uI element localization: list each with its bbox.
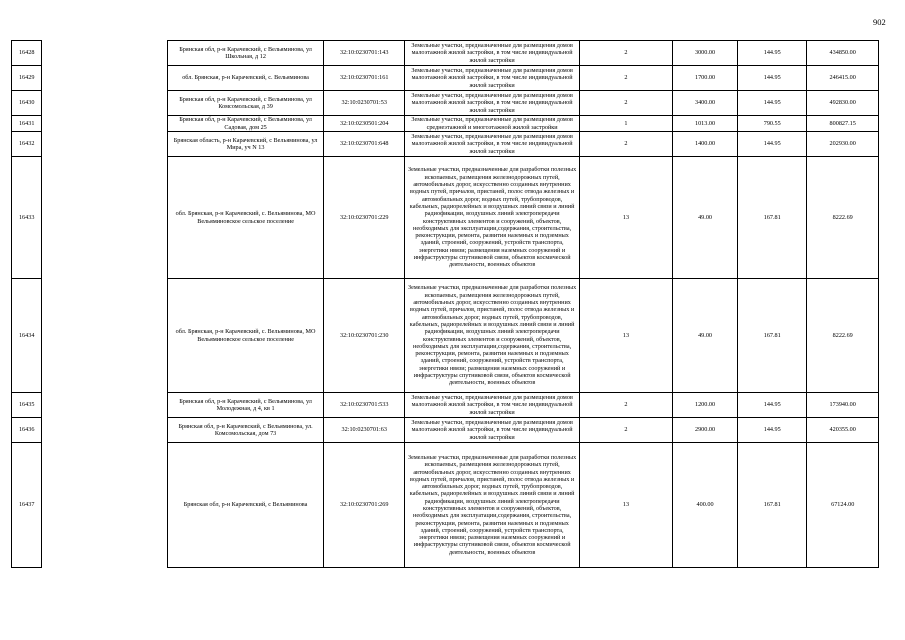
cadastral-value-cell: 420355.00 — [807, 418, 879, 443]
empty-cell — [42, 279, 168, 393]
table-row — [12, 116, 879, 132]
cadastral-number-cell: 32:10:0230701:161 — [324, 66, 405, 91]
row-number: 16436 — [12, 418, 42, 443]
empty-cell — [42, 91, 168, 116]
specific-value-cell: 144.95 — [738, 91, 807, 116]
table-row — [12, 393, 879, 418]
table-row — [12, 41, 879, 66]
area-cell: 3000.00 — [673, 41, 738, 66]
row-number: 16430 — [12, 91, 42, 116]
specific-value-cell: 167.81 — [738, 157, 807, 279]
row-number: 16434 — [12, 279, 42, 393]
table-row — [12, 132, 879, 157]
address-cell: Брянская обл, р-н Карачевский, с Вельяминова, ул Садовая, дом 25 — [168, 116, 324, 132]
row-number: 16431 — [12, 116, 42, 132]
group-number-cell: 13 — [579, 279, 672, 393]
cadastral-value-cell: 434850.00 — [807, 41, 879, 66]
land-purpose-cell: Земельные участки, предназначенные для разработки полезных ископаемых, размещения железнодорожных путей, автомобильных дорог, искусственно созданных внутренних водных путей, причалов, пристаней, полос отвода железных и автомобильных дорог, водных путей, трубопроводов, кабельных, радиорелейных и воздушных линий связи и линий радиофикации, воздушных линий электропередачи конструктивных элементов и сооружений, объектов, необходимых для эксплуатации,содержания, строительства, реконструкции, ремонта, развития наземных и подземных зданий, строений, сооружений, устройств транспорта, энергетики нвязи; размещения наземных сооружений и инфраструктуры спутниковой связи, объектов космической деятельности, военных объектов — [405, 279, 579, 393]
page-number: 902 — [873, 17, 886, 27]
empty-cell — [42, 41, 168, 66]
specific-value-cell: 144.95 — [738, 41, 807, 66]
land-purpose-cell: Земельные участки, предназначенные для размещения домов малоэтажной жилой застройки, в том числе индивидуальной жилой застройки — [405, 418, 579, 443]
table-row — [12, 279, 879, 393]
row-number: 16435 — [12, 393, 42, 418]
specific-value-cell: 144.95 — [738, 418, 807, 443]
land-purpose-cell: Земельные участки, предназначенные для размещения домов малоэтажной жилой застройки, в том числе индивидуальной жилой застройки — [405, 393, 579, 418]
cadastral-value-cell: 246415.00 — [807, 66, 879, 91]
area-cell: 1200.00 — [673, 393, 738, 418]
group-number-cell: 2 — [579, 418, 672, 443]
specific-value-cell: 167.81 — [738, 443, 807, 568]
land-purpose-cell: Земельные участки, предназначенные для размещения домов среднеэтажной и многоэтажной жилой застройки — [405, 116, 579, 132]
address-cell: Брянская обл, р-н Карачевский, с Вельяминова, ул. Комсомольская, дом 73 — [168, 418, 324, 443]
area-cell: 49.00 — [673, 157, 738, 279]
empty-cell — [42, 116, 168, 132]
cadastral-number-cell: 32:10:0230701:533 — [324, 393, 405, 418]
address-cell: обл. Брянская, р-н Карачевский, с. Вельяминова, МО Вельяминовское сельское поселение — [168, 157, 324, 279]
specific-value-cell: 144.95 — [738, 132, 807, 157]
table-row — [12, 66, 879, 91]
row-number: 16428 — [12, 41, 42, 66]
area-cell: 1400.00 — [673, 132, 738, 157]
land-purpose-cell: Земельные участки, предназначенные для размещения домов малоэтажной жилой застройки, в том числе индивидуальной жилой застройки — [405, 132, 579, 157]
empty-cell — [42, 393, 168, 418]
row-number: 16437 — [12, 443, 42, 568]
land-purpose-cell: Земельные участки, предназначенные для размещения домов малоэтажной жилой застройки, в том числе индивидуальной жилой застройки — [405, 66, 579, 91]
cadastral-value-cell: 67124.00 — [807, 443, 879, 568]
group-number-cell: 2 — [579, 66, 672, 91]
land-purpose-cell: Земельные участки, предназначенные для разработки полезных ископаемых, размещения железнодорожных путей, автомобильных дорог, искусственно созданных внутренних водных путей, причалов, пристаней, полос отвода железных и автомобильных дорог, водных путей, трубопроводов, кабельных, радиорелейных и воздушных линий связи и линий радиофикации, воздушных линий электропередачи конструктивных элементов и сооружений, объектов, необходимых для эксплуатации,содержания, строительства, реконструкции, ремонта, развития наземных и подземных зданий, строений, сооружений, устройств транспорта, энергетики нвязи; размещения наземных сооружений и инфраструктуры спутниковой связи, объектов космической деятельности, военных объектов — [405, 443, 579, 568]
group-number-cell: 2 — [579, 91, 672, 116]
cadastral-number-cell: 32:10:0230701:648 — [324, 132, 405, 157]
empty-cell — [42, 418, 168, 443]
cadastral-number-cell: 32:10:0230701:53 — [324, 91, 405, 116]
empty-cell — [42, 157, 168, 279]
cadastral-value-cell: 202930.00 — [807, 132, 879, 157]
group-number-cell: 13 — [579, 443, 672, 568]
table-row — [12, 443, 879, 568]
table-row — [12, 418, 879, 443]
cadastral-value-cell: 800827.15 — [807, 116, 879, 132]
cadastral-number-cell: 32:10:0230701:230 — [324, 279, 405, 393]
group-number-cell: 2 — [579, 132, 672, 157]
area-cell: 3400.00 — [673, 91, 738, 116]
address-cell: Брянская обл, р-н Карачевский, с Вельяминова, ул Комсомольская, д 39 — [168, 91, 324, 116]
cadastral-number-cell: 32:10:0230701:143 — [324, 41, 405, 66]
cadastral-value-cell: 8222.69 — [807, 279, 879, 393]
address-cell: обл. Брянская, р-н Карачевский, с. Вельяминова — [168, 66, 324, 91]
table-row — [12, 157, 879, 279]
area-cell: 1013.00 — [673, 116, 738, 132]
cadastral-number-cell: 32:10:0230501:204 — [324, 116, 405, 132]
address-cell: Брянская обл, р-н Карачевский, с Вельяминова, ул Школьная, д 12 — [168, 41, 324, 66]
cadastral-value-cell: 8222.69 — [807, 157, 879, 279]
land-purpose-cell: Земельные участки, предназначенные для разработки полезных ископаемых, размещения железнодорожных путей, автомобильных дорог, искусственно созданных внутренних водных путей, причалов, пристаней, полос отвода железных и автомобильных дорог, водных путей, трубопроводов, кабельных, радиорелейных и воздушных линий связи и линий радиофикации, воздушных линий электропередачи конструктивных элементов и сооружений, объектов, необходимых для эксплуатации,содержания, строительства, реконструкции, ремонта, развития наземных и подземных зданий, строений, сооружений, устройств транспорта, энергетики нвязи; размещения наземных сооружений и инфраструктуры спутниковой связи, объектов космической деятельности, военных объектов — [405, 157, 579, 279]
group-number-cell: 2 — [579, 41, 672, 66]
address-cell: Брянская обл, р-н Карачевский, с Вельяминова — [168, 443, 324, 568]
group-number-cell: 13 — [579, 157, 672, 279]
area-cell: 1700.00 — [673, 66, 738, 91]
cadastral-number-cell: 32:10:0230701:63 — [324, 418, 405, 443]
address-cell: обл. Брянская, р-н Карачевский, с. Вельяминова, МО Вельяминовское сельское поселение — [168, 279, 324, 393]
cadastral-number-cell: 32:10:0230701:269 — [324, 443, 405, 568]
row-number: 16429 — [12, 66, 42, 91]
empty-cell — [42, 132, 168, 157]
cadastral-value-cell: 492830.00 — [807, 91, 879, 116]
area-cell: 49.00 — [673, 279, 738, 393]
specific-value-cell: 144.95 — [738, 66, 807, 91]
row-number: 16432 — [12, 132, 42, 157]
area-cell: 400.00 — [673, 443, 738, 568]
land-purpose-cell: Земельные участки, предназначенные для размещения домов малоэтажной жилой застройки, в том числе индивидуальной жилой застройки — [405, 41, 579, 66]
specific-value-cell: 144.95 — [738, 393, 807, 418]
land-purpose-cell: Земельные участки, предназначенные для размещения домов малоэтажной жилой застройки, в том числе индивидуальной жилой застройки — [405, 91, 579, 116]
address-cell: Брянская обл, р-н Карачевский, с Вельяминова, ул Молодежная, д 4, кв 1 — [168, 393, 324, 418]
group-number-cell: 2 — [579, 393, 672, 418]
row-number: 16433 — [12, 157, 42, 279]
group-number-cell: 1 — [579, 116, 672, 132]
empty-cell — [42, 66, 168, 91]
area-cell: 2900.00 — [673, 418, 738, 443]
table-row — [12, 91, 879, 116]
cadastral-value-table — [11, 40, 879, 568]
cadastral-number-cell: 32:10:0230701:229 — [324, 157, 405, 279]
cadastral-value-cell: 173940.00 — [807, 393, 879, 418]
empty-cell — [42, 443, 168, 568]
address-cell: Брянская область, р-н Карачевский, с Вельяминова, ул Мира, уч N 13 — [168, 132, 324, 157]
specific-value-cell: 167.81 — [738, 279, 807, 393]
specific-value-cell: 790.55 — [738, 116, 807, 132]
